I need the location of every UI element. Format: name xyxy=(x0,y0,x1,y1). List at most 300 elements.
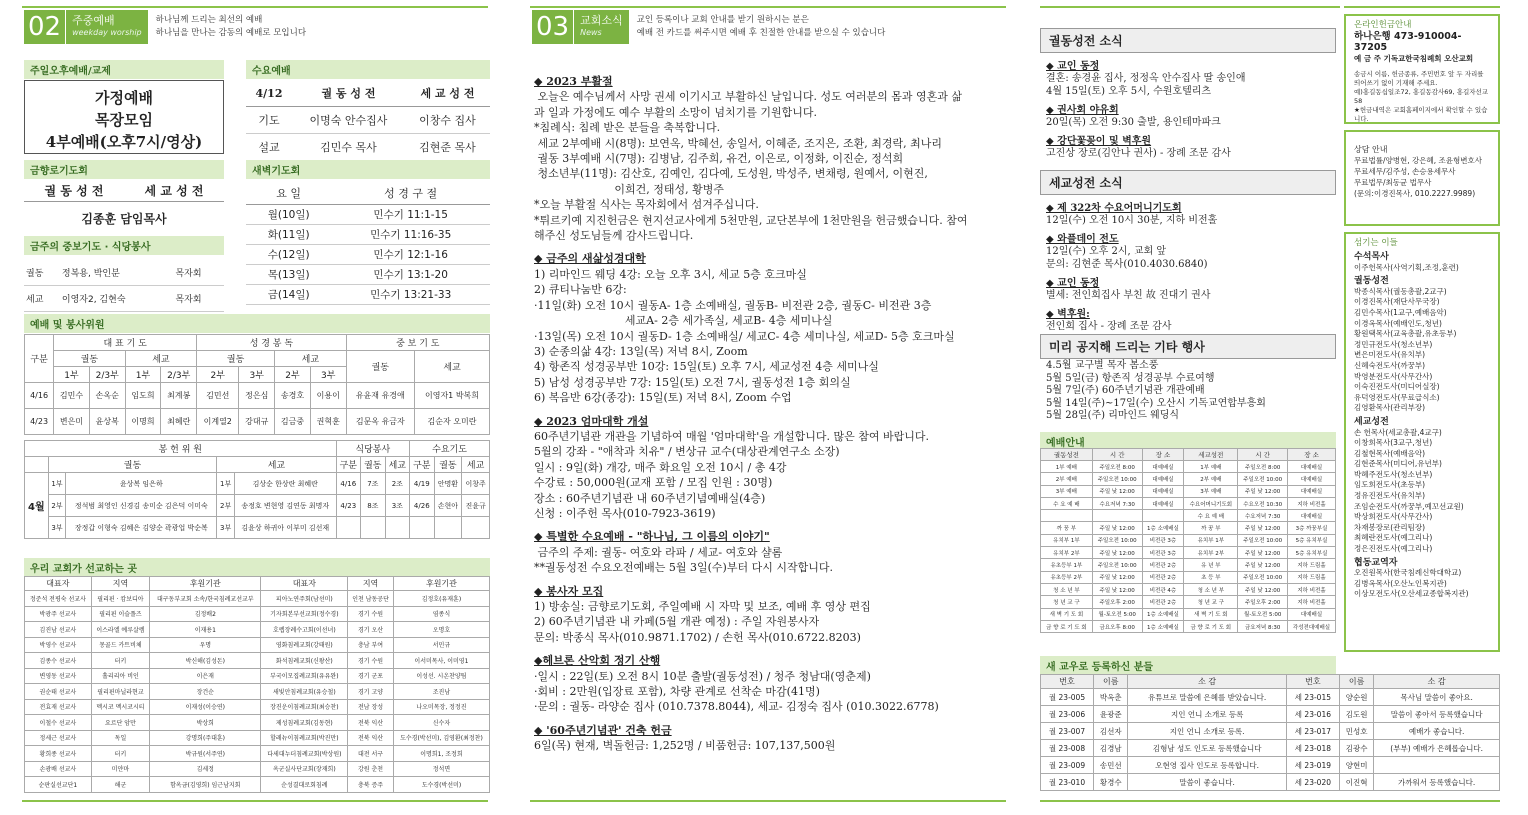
serve2-sub-cell: 세교 xyxy=(385,457,410,473)
serve2-cell: 3조 xyxy=(385,495,410,517)
ws-cell: 지하 드림홀 xyxy=(1288,559,1336,571)
serve-title: 예배 및 봉사위원 xyxy=(24,314,490,333)
mission-cell: 김진남 선교사 xyxy=(25,622,92,638)
serve-part-cell: 3부 xyxy=(310,367,346,383)
news-blocks xyxy=(534,66,1006,754)
wed-title: 수요예배 xyxy=(246,60,490,79)
nm-row xyxy=(1041,740,1500,757)
counsel-item: (문의:이경진목사, 010.2227.9989) xyxy=(1354,189,1476,198)
mission-cell: 이재성(이승연) xyxy=(150,699,261,715)
mission-cell: 해군 xyxy=(91,777,149,793)
notice-line: 별세: 전인희집사 부친 故 진대기 권사 xyxy=(1046,290,1211,301)
news-block xyxy=(534,251,1006,405)
ws-cell: 금 향 로 기 도 회 xyxy=(1184,620,1238,632)
serve2-cell xyxy=(410,517,435,539)
etc-item: 5월 14일(주)~17일(수) 오산시 기독교연합부흥회 xyxy=(1046,397,1266,409)
nm-cell: 양순원 xyxy=(1339,689,1373,706)
ws-cell: 주일오후 2:00 xyxy=(1092,596,1142,608)
mission-cell: 터키 xyxy=(91,746,149,762)
ws-cell: 까 꿍 부 xyxy=(1041,522,1093,534)
mission-cell: 대전 서구 xyxy=(348,746,394,762)
mission-cell: 경기 오산 xyxy=(348,622,394,638)
mission-header-cell: 후원기관 xyxy=(150,577,261,591)
ws-cell: 3층 까꿍부실 xyxy=(1288,522,1336,534)
news-line: 5월의 강좌 - "애착과 치유" / 변상규 교수(대상관계연구소 소장) xyxy=(534,445,840,459)
ws-cell: 주일 낮 12:00 xyxy=(1238,559,1288,571)
dawn-cell: 수(12일) xyxy=(246,245,331,265)
ws-cell: 비전관 3층 xyxy=(1142,534,1184,546)
counsel-title: 상담 안내 xyxy=(1354,145,1388,154)
ws-cell: 2부 예배 xyxy=(1041,473,1093,485)
staff-group: 협동교역자 xyxy=(1354,557,1398,568)
mission-cell: 전북 익산 xyxy=(348,730,394,746)
mission-row xyxy=(25,653,490,669)
ws-cell: 주일 낮 12:00 xyxy=(1238,485,1288,497)
staff-item: 손 헌목사(세교총괄,4교구) xyxy=(1354,427,1442,437)
serve2-cell: 장정갑 이형숙 김혜은 김양순 곽광업 박순복 xyxy=(66,517,217,539)
serve-cell: 권혁훈 xyxy=(310,409,346,435)
nm-header-cell: 소 감 xyxy=(1374,675,1500,689)
mission-cell: 충남 부여 xyxy=(348,637,394,653)
news-line: 궐동 3부예배 시(7명): 김병남, 김주희, 유건, 이은로, 이정화, 이진순, 정석희 xyxy=(534,152,904,166)
mission-row xyxy=(25,668,490,684)
mid-cell: 목자회 xyxy=(173,260,224,286)
news-line: ·13일(목) 오전 10시 궐동D- 1층 소예배실/ 세교C- 4층 세미나실, 세교D- 5층 호크마실 xyxy=(534,329,955,343)
mission-row xyxy=(25,591,490,607)
counsel-box xyxy=(1344,130,1500,226)
news-line: *튀르키예 지진헌금은 현지선교사에게 5천만원, 교단본부에 1천만원을 헌금했습니다. 참여 xyxy=(534,213,968,227)
ws-cell: 월-토오전 5:00 xyxy=(1092,608,1142,620)
news-line: 과 일과 가정에도 예수 부활의 소망이 넘치기를 기원합니다. xyxy=(534,105,817,119)
serve2-table xyxy=(24,440,490,539)
serve-part-cell: 3부 xyxy=(239,367,275,383)
nm-cell: 목사님 말씀이 좋아요. xyxy=(1374,689,1500,706)
mission-cell: 전북 익산 xyxy=(348,715,394,731)
mission-cell: 장진운이침례교회(최승찬) xyxy=(261,699,348,715)
nm-header-cell: 이름 xyxy=(1339,675,1373,689)
mission-cell: 이재용1 xyxy=(150,622,261,638)
ws-row xyxy=(1041,547,1336,559)
ws-cell: 초 등 부 xyxy=(1184,571,1238,583)
ws-row xyxy=(1041,559,1336,571)
mission-cell: 이명희1, 조정희 xyxy=(393,746,489,762)
gd-title: 궐동성전 소식 xyxy=(1040,28,1336,53)
serve2-cell: 3부 xyxy=(217,517,235,539)
news-line: 3) 순종의삶 4강: 13일(목) 저녁 8시, Zoom xyxy=(534,344,748,358)
serve2-row xyxy=(25,495,490,517)
dawn-cell: 민수기 11:1-15 xyxy=(331,205,490,225)
serve2-cell: 송정호 변현영 김연동 최명자 xyxy=(234,495,336,517)
ws-cell: 비전관 4층 xyxy=(1142,583,1184,595)
staff-item: 이경옥목사(예배인도,청년) xyxy=(1354,318,1442,328)
ws-cell: 3부 예배 xyxy=(1184,485,1238,497)
sg-title: 세교성전 소식 xyxy=(1040,170,1336,195)
serve2-cell: 손현아 xyxy=(434,495,462,517)
staff-group: 궐동성전 xyxy=(1354,276,1389,287)
nm-cell: 지인 언니 소개로 등록. xyxy=(1128,723,1287,740)
wed-table xyxy=(246,80,490,161)
mission-cell: 전남 장성 xyxy=(348,699,394,715)
staff-item: 정유진전도사(유치부) xyxy=(1354,491,1426,501)
wed-row xyxy=(246,134,490,161)
dawn-cell: 민수기 12:1-16 xyxy=(331,245,490,265)
nm-cell xyxy=(1374,757,1500,774)
serve2-header xyxy=(25,441,490,457)
notice-line: 전인희 집사 - 장례 조문 감사 xyxy=(1046,321,1172,332)
notice-line: 문의: 김현준 목사(010.4030.6840) xyxy=(1046,259,1208,270)
sg-list xyxy=(1046,196,1336,333)
news-heading: ◆ 2023 엄마대학 개설 xyxy=(534,414,649,428)
ws-table xyxy=(1040,448,1336,633)
nm-cell: 양현미 xyxy=(1339,757,1373,774)
etc-item: 4.5월 교구별 목자 봄소풍 xyxy=(1046,360,1159,371)
nm-header-cell: 번호 xyxy=(1041,675,1094,689)
serve2-cell: 2조 xyxy=(385,473,410,495)
ws-cell: 까 꿍 부 xyxy=(1184,522,1238,534)
news-line: 4) 항존직 성경공부반 10강: 15일(토) 오후 7시, 세교성전 4층 세미나실 xyxy=(534,360,879,374)
news-line: 일시 : 9일(화) 개강, 매주 화요일 오전 10시 / 총 4강 xyxy=(534,460,787,474)
ws-cell: 주일 낮 12:00 xyxy=(1092,583,1142,595)
fri-col: 세 교 성 전 xyxy=(144,184,204,198)
news-line: *오늘 부활절 식사는 목자회에서 섬겨주십니다. xyxy=(534,198,759,212)
staff-item: 오진원목사(한국침례신학대학교) xyxy=(1354,568,1462,578)
dawn-cell: 민수기 13:1-20 xyxy=(331,265,490,285)
news-block xyxy=(534,584,1006,646)
serve2-cell: 1부 xyxy=(217,473,235,495)
serve-cell: 최계봉 xyxy=(161,383,197,409)
staff-item: 김영환목사(관리부장) xyxy=(1354,403,1426,413)
staff-item: 이숙진전도사(미디어실장) xyxy=(1354,382,1440,392)
mission-cell: 정석면 xyxy=(393,761,489,777)
ws-cell: 주일오후 2:00 xyxy=(1238,596,1288,608)
mission-header-cell: 후원기관 xyxy=(393,577,489,591)
mission-cell: 멕시코 멕시코시티 xyxy=(91,699,149,715)
mission-row xyxy=(25,777,490,793)
sunday-line: 가정예배 xyxy=(95,89,153,107)
mid-row xyxy=(24,286,224,312)
serve-cell: 손옥순 xyxy=(89,383,125,409)
ws-cell: 주일오전 8:00 xyxy=(1238,461,1288,473)
mission-cell: 전효재 선교사 xyxy=(25,699,92,715)
dawn-cell: 민수기 11:16-35 xyxy=(331,225,490,245)
serve2-sub-cell: 궐동 xyxy=(434,457,462,473)
online-notes xyxy=(1354,70,1490,124)
serve2-cell: 4/26 xyxy=(410,495,435,517)
serve2-group-cell: 식당봉사 xyxy=(336,441,410,457)
ws-cell: 주일 낮 12:00 xyxy=(1238,583,1288,595)
staff-group: 수석목사 xyxy=(1354,252,1389,262)
ws-row xyxy=(1041,534,1336,546)
wed-header-cell: 세 교 성 전 xyxy=(405,80,490,107)
counsel-list xyxy=(1354,155,1490,199)
serve-sub-cell: 궐동 xyxy=(346,351,414,383)
serve2-cell xyxy=(385,517,410,539)
nm-row xyxy=(1041,723,1500,740)
mission-row xyxy=(25,761,490,777)
wed-header-cell: 궐 동 성 전 xyxy=(292,80,405,107)
serve2-cell: 정석범 최영인 신경김 송미순 김은덕 이미숙 xyxy=(66,495,217,517)
serve-part-cell: 2부 xyxy=(275,367,311,383)
mission-cell: 인천 남동공단 xyxy=(348,591,394,607)
section-title-box xyxy=(65,10,148,44)
bottom-rule xyxy=(530,800,1006,802)
serve2-cell xyxy=(462,517,490,539)
ws-header-cell: 장 소 xyxy=(1142,449,1184,461)
dawn-cell: 민수기 13:21-33 xyxy=(331,285,490,305)
serve-part-cell: 2/3부 xyxy=(161,367,197,383)
section-description xyxy=(637,14,886,40)
notice-line: 결혼: 송경윤 집사, 정정옥 안수집사 딸 송인애 xyxy=(1046,73,1246,84)
notice-line: 12일(수) 오전 10시 30분, 지하 비전홀 xyxy=(1046,215,1218,226)
ws-cell: 주일 낮 12:00 xyxy=(1092,485,1142,497)
news-line: 5) 남성 성경공부반 7강: 15일(토) 오전 7시, 궐동성전 1층 회의실 xyxy=(534,375,851,389)
mid-cell: 정복용, 박인분 xyxy=(60,260,174,286)
nm-cell: 민성호 xyxy=(1339,723,1373,740)
ws-cell: 청 소 년 부 xyxy=(1184,583,1238,595)
section-subtitle: News xyxy=(580,28,602,37)
news-heading: ◆ 금주의 새삶성경대학 xyxy=(534,252,646,266)
mission-row xyxy=(25,730,490,746)
mission-cell: 필리핀 · 캄보디아 xyxy=(91,591,149,607)
staff-item: 임도희전도사(초등부) xyxy=(1354,480,1426,490)
serve2-cell: 8조 xyxy=(361,495,386,517)
news-line: *침례식: 침례 받은 분들을 축복합니다. xyxy=(534,121,721,135)
mid-table xyxy=(24,260,224,312)
section-number: 02 xyxy=(24,10,65,44)
serve-cell: 김문옥 유금자 xyxy=(346,409,414,435)
news-line: 금주의 주제: 궐동- 여호와 라파 / 세교- 여호와 샬롬 xyxy=(534,545,783,559)
ws-cell: 대예배실 xyxy=(1288,485,1336,497)
online-note: ★헌금내역은 교회홈페이지에서 확인할 수 있습니다. xyxy=(1354,106,1488,123)
serve-row xyxy=(25,409,490,435)
ws-cell: 월-토오전 5:00 xyxy=(1238,608,1288,620)
ws-cell: 주일오전 10:00 xyxy=(1092,534,1142,546)
nm-cell: 김도원 xyxy=(1339,706,1373,723)
ws-cell: 대예배실 xyxy=(1142,485,1184,497)
nm-cell: 윤광준 xyxy=(1094,706,1128,723)
ws-cell xyxy=(1041,510,1093,522)
mission-cell: 피아노연주회(남선미) xyxy=(261,591,348,607)
nm-cell: 말씀이 좋습니다. xyxy=(1128,774,1287,791)
nm-cell: 궐 23-009 xyxy=(1041,757,1094,774)
ws-cell: 2부 예배 xyxy=(1184,473,1238,485)
nm-header-cell: 번호 xyxy=(1286,675,1339,689)
wed-cell: 이명숙 안수집사 xyxy=(292,107,405,134)
nm-cell: 궐 23-008 xyxy=(1041,740,1094,757)
news-line: 장소 : 60주년기념관 내 60주년기념예배실(4층) xyxy=(534,491,766,505)
news-heading: ◆ 봉사자 모집 xyxy=(534,584,604,598)
news-line: 신청 : 이주헌 목사(010-7923-3619) xyxy=(534,506,716,520)
mission-header-cell: 대표자 xyxy=(261,577,348,591)
serve-cell: 임도희 xyxy=(125,383,161,409)
online-box xyxy=(1344,14,1500,124)
mission-row xyxy=(25,606,490,622)
ws-cell: 수요저녁 7:30 xyxy=(1092,497,1142,509)
ws-cell: 청 소 년 부 xyxy=(1041,583,1093,595)
serve2-sub-cell: 구분 xyxy=(336,457,361,473)
bank-account: 하나은행 473-910004-37205 xyxy=(1354,31,1462,53)
mission-cell: 박규원(서주연) xyxy=(150,746,261,762)
mission-cell: 홀리리아 비인 xyxy=(91,668,149,684)
serve2-subheader xyxy=(25,457,490,473)
mission-cell: 미얀마 xyxy=(91,761,149,777)
dawn-table xyxy=(246,182,490,305)
ws-cell: 청 년 교 구 xyxy=(1184,596,1238,608)
staff-box xyxy=(1344,232,1500,652)
dawn-cell: 목(13일) xyxy=(246,265,331,285)
mission-cell: 다세대누더침례교회(박상원) xyxy=(261,746,348,762)
section-subtitle: weekday worship xyxy=(72,28,142,37)
mission-cell: 대구동부교회 소속/한국침례교선교부 xyxy=(150,591,261,607)
serve-sub-cell: 궐동 xyxy=(197,351,275,367)
mission-cell: 요르단 암만 xyxy=(91,715,149,731)
mid-cell: 궐동 xyxy=(24,260,60,286)
nm-row xyxy=(1041,689,1500,706)
serve2-sub-cell: 세교 xyxy=(217,457,336,473)
news-line: 1) 방송실: 금향로기도회, 주일예배 시 자막 및 보조, 예배 후 영상 편집 xyxy=(534,600,871,613)
mission-cell: 도수경(박선미), 김영환(최정찬) xyxy=(393,730,489,746)
ws-row xyxy=(1041,485,1336,497)
ws-header-cell: 시 간 xyxy=(1238,449,1288,461)
news-heading: ◆ 특별한 수요예배 - "하나님, 그 이름의 이야기" xyxy=(534,530,770,544)
news-line: 이희건, 정태성, 황병주 xyxy=(534,182,725,196)
section-title: 주중예배 xyxy=(72,14,115,27)
nm-cell: 세 23-018 xyxy=(1286,740,1339,757)
wed-cell: 설교 xyxy=(246,134,292,161)
serve2-sub-cell: 세교 xyxy=(462,457,490,473)
online-note: 띄어쓰기 없이 기재해 주세요. xyxy=(1354,79,1438,87)
mission-cell: 기자회본부선교회(정수경) xyxy=(261,606,348,622)
ws-row xyxy=(1041,596,1336,608)
serve2-cell: 이창주 xyxy=(462,473,490,495)
nm-cell: 세 23-020 xyxy=(1286,774,1339,791)
ws-cell: 수 요 예 배 xyxy=(1041,497,1093,509)
ws-cell: 대예배실 xyxy=(1288,608,1336,620)
staff-item: 박종식목사(궐동총괄,2교구) xyxy=(1354,286,1447,296)
ws-cell: 비전관 2층 xyxy=(1142,559,1184,571)
staff-item: 이창희목사(3교구,청년) xyxy=(1354,438,1433,448)
mission-cell: 서민규 xyxy=(393,637,489,653)
news-block xyxy=(534,529,1006,575)
nm-cell: 김광수 xyxy=(1339,740,1373,757)
dawn-header-cell: 성 경 구 절 xyxy=(331,182,490,205)
staff-item: 김철현목사(예배음악) xyxy=(1354,448,1426,458)
wed-row xyxy=(246,107,490,134)
serve-cell: 윤상복 xyxy=(89,409,125,435)
ws-cell: 청 년 교 구 xyxy=(1041,596,1093,608)
mission-cell: 강원 춘천 xyxy=(348,761,394,777)
mid-cell: 이영자2, 김현숙 xyxy=(60,286,174,312)
mission-cell: 우명 xyxy=(150,637,261,653)
sunday-lines xyxy=(25,87,223,153)
serve-sub-cell: 세교 xyxy=(415,351,490,383)
ws-cell: 지하 드림홀 xyxy=(1288,571,1336,583)
nm-row xyxy=(1041,757,1500,774)
nm-title: 새 교우로 등록하신 분들 xyxy=(1040,656,1336,675)
serve-group-cell: 대 표 기 도 xyxy=(54,335,197,351)
serve2-cell xyxy=(361,517,386,539)
serve-cell: 이명희 xyxy=(125,409,161,435)
mid-cell: 세교 xyxy=(24,286,60,312)
nm-cell: 세 23-016 xyxy=(1286,706,1339,723)
bottom-rule xyxy=(1040,800,1500,802)
ws-cell: 주일 낮 12:00 xyxy=(1092,571,1142,583)
mission-cell: 박영수 선교사 xyxy=(25,637,92,653)
nm-cell: (부부) 예배가 은혜롭습니다. xyxy=(1374,740,1500,757)
wed-header-cell: 4/12 xyxy=(246,80,292,107)
ws-cell: 지하 비전홀 xyxy=(1288,497,1336,509)
mid-row xyxy=(24,260,224,286)
mission-cell: 부국이모집례교회(유유완) xyxy=(261,668,348,684)
desc-line: 교인 등록이나 교회 안내를 받기 원하시는 분은 xyxy=(636,15,809,25)
ws-row xyxy=(1041,461,1336,473)
mission-cell: 이은재 xyxy=(150,668,261,684)
staff-item: 정민규전도사(청소년부) xyxy=(1354,339,1433,349)
bottom-rule xyxy=(22,800,488,802)
ws-cell: 지하 비전홀 xyxy=(1288,596,1336,608)
mission-cell: 충북 증주 xyxy=(348,777,394,793)
counsel-item: 무료세무/김주성, 손승용세무사 xyxy=(1354,167,1456,176)
mission-header-cell: 지역 xyxy=(348,577,394,591)
serve-part-cell: 1부 xyxy=(54,367,90,383)
serve2-cell xyxy=(336,517,361,539)
nm-cell: 세 23-015 xyxy=(1286,689,1339,706)
etc-list xyxy=(1046,360,1336,423)
sunday-box xyxy=(24,80,224,154)
news-line: 세교 2부예배 시(8명): 보연옥, 박혜선, 송일서, 이혜준, 조지은, 조환, 최경락, 최나리 xyxy=(534,136,943,150)
news-line: 수강료 : 50,000원(교재 포함 / 모집 인원 : 30명) xyxy=(534,476,773,490)
serve2-cell: 윤상복 임은하 xyxy=(66,473,217,495)
online-note: 예)홍길동십일조72, 홍길동감사69, 홍길자선교58 xyxy=(1354,88,1489,105)
mission-row xyxy=(25,637,490,653)
serve-part-cell: 2/3부 xyxy=(89,367,125,383)
ws-cell: 새 벽 기 도 회 xyxy=(1184,608,1238,620)
serve-cell: 변은미 xyxy=(54,409,90,435)
sunday-line: 목장모임 xyxy=(95,111,153,129)
mission-cell: 몽골드 카트비체 xyxy=(91,637,149,653)
serve2-group-cell: 수요기도 xyxy=(410,441,490,457)
mission-table xyxy=(24,576,490,793)
serve-cell: 이영자1 박복희 xyxy=(415,383,490,409)
ws-cell: 주일 낮 12:00 xyxy=(1092,547,1142,559)
mission-cell: 조진남 xyxy=(393,684,489,700)
ws-cell: 주일 낮 12:00 xyxy=(1238,547,1288,559)
staff-title: 섬기는 이들 xyxy=(1354,238,1398,248)
mission-cell: 권순태 선교사 xyxy=(25,684,92,700)
ws-cell: 1층 소예배실 xyxy=(1142,608,1184,620)
top-rule xyxy=(1040,6,1340,8)
notice-heading: ◆ 교인 동정 xyxy=(1046,278,1100,289)
ws-cell: 유치부 1부 xyxy=(1184,534,1238,546)
staff-item: 유덕영전도사(무료급식소) xyxy=(1354,392,1440,402)
mission-header xyxy=(25,577,490,591)
sunday-line: 4부예배(오후7시/영상) xyxy=(45,133,203,151)
mission-cell: 새빛안침례교회(유승철) xyxy=(261,684,348,700)
dawn-cell: 화(11일) xyxy=(246,225,331,245)
ws-cell: 주일오전 8:00 xyxy=(1092,461,1142,473)
dawn-header xyxy=(246,182,490,205)
staff-group: 세교성전 xyxy=(1354,416,1389,427)
notice-line: 20일(목) 오전 9:30 출발, 용인테마파크 xyxy=(1046,117,1221,128)
nm-header xyxy=(1041,675,1500,689)
mission-cell: 화석침례교회(신왕산) xyxy=(261,653,348,669)
wed-cell: 김민수 목사 xyxy=(292,134,405,161)
staff-item: 황원택목사(교육총괄,유초등부) xyxy=(1354,329,1457,339)
news-line: 해주신 성도님들께 감사드립니다. xyxy=(534,229,694,243)
section-description xyxy=(156,14,306,40)
mission-cell: 정준석 전평숙 선교사 xyxy=(25,591,92,607)
serve-cell: 김민선 xyxy=(197,383,239,409)
